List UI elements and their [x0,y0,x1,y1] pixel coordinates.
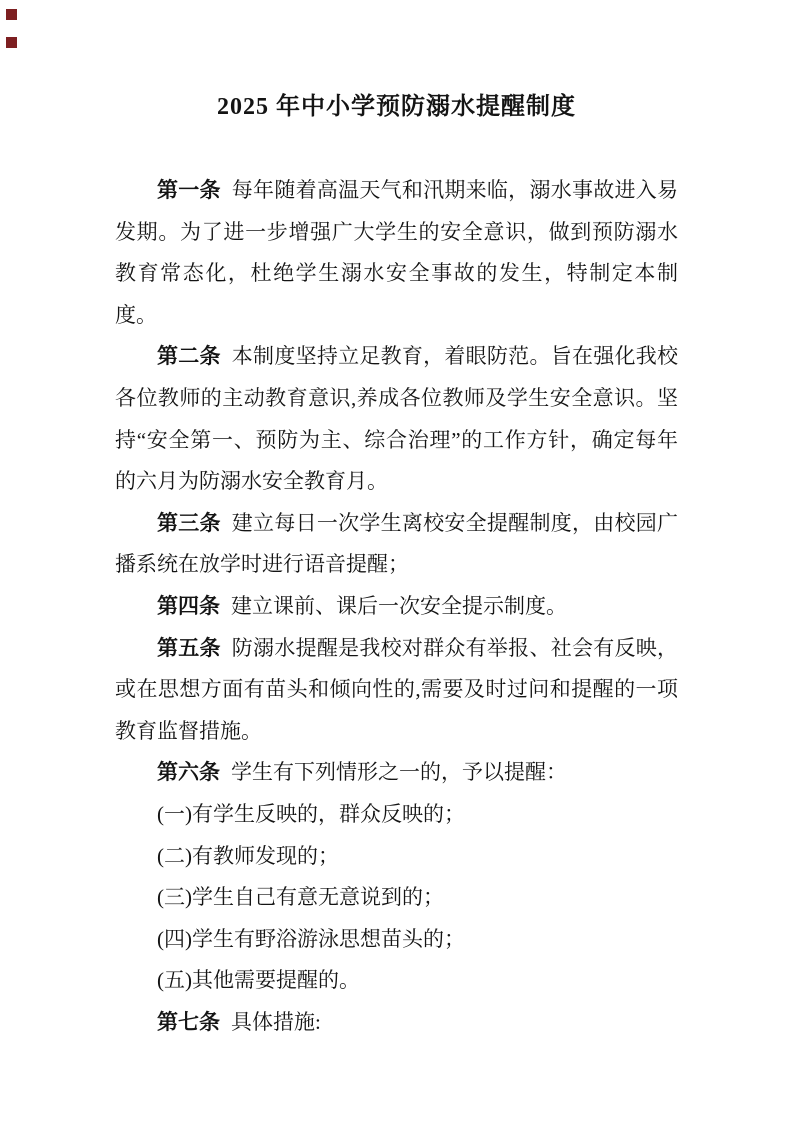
document-body [115,90,678,1043]
article-1-text: 每年随着高温天气和汛期来临，溺水事故进入易发期。为了进一步增强广大学生的安全意识，做到预防溺水教育常态化，杜绝学生溺水安全事故的发生，特制定本制度。 [115,178,679,327]
list-item-1: (一)有学生反映的，群众反映的； [157,801,465,826]
article-3-text: 建立每日一次学生离校安全提醒制度，由校园广播系统在放学时进行语音提醒； [115,510,679,577]
list-item-2: (二)有教师发现的； [157,843,339,868]
paragraph-article-6 [115,752,678,794]
paragraph-article-2 [115,336,678,502]
paragraph-article-5 [115,628,678,753]
paragraph-article-7 [115,1002,678,1044]
article-2-text: 本制度坚持立足教育，着眼防范。旨在强化我校各位教师的主动教育意识,养成各位教师及学生安全意识。坚持“安全第一、预防为主、综合治理”的工作方针，确定每年的六月为防溺水安全教育月。 [115,344,679,494]
article-6-label: 第六条 [157,760,220,785]
article-4-label: 第四条 [157,593,220,618]
article-7-text: 具体措施: [231,1009,321,1034]
corner-mark-icon [6,9,17,20]
list-item-5: (五)其他需要提醒的。 [157,968,360,993]
article-3-label: 第三条 [157,510,221,535]
document-title: 2025 年中小学预防溺水提醒制度 [217,94,576,120]
article-2-label: 第二条 [157,344,221,369]
paragraph-article-1 [115,170,678,336]
article-1-label: 第一条 [157,178,221,202]
article-4-text: 建立课前、课后一次安全提示制度。 [231,593,567,618]
article-5-text: 防溺水提醒是我校对群众有举报、社会有反映，或在思想方面有苗头和倾向性的,需要及时过问和提醒的一项教育监督措施。 [115,635,679,743]
paragraph-article-4 [115,586,678,628]
article-7-label: 第七条 [157,1009,220,1034]
article-5-label: 第五条 [157,635,221,660]
list-item-3: (三)学生自己有意无意说到的； [157,885,444,910]
list-item-4: (四)学生有野浴游泳思想苗头的； [157,926,465,951]
corner-mark-icon [6,37,17,48]
paragraph-article-3 [115,503,678,586]
article-6-text: 学生有下列情形之一的，予以提醒： [231,760,567,785]
